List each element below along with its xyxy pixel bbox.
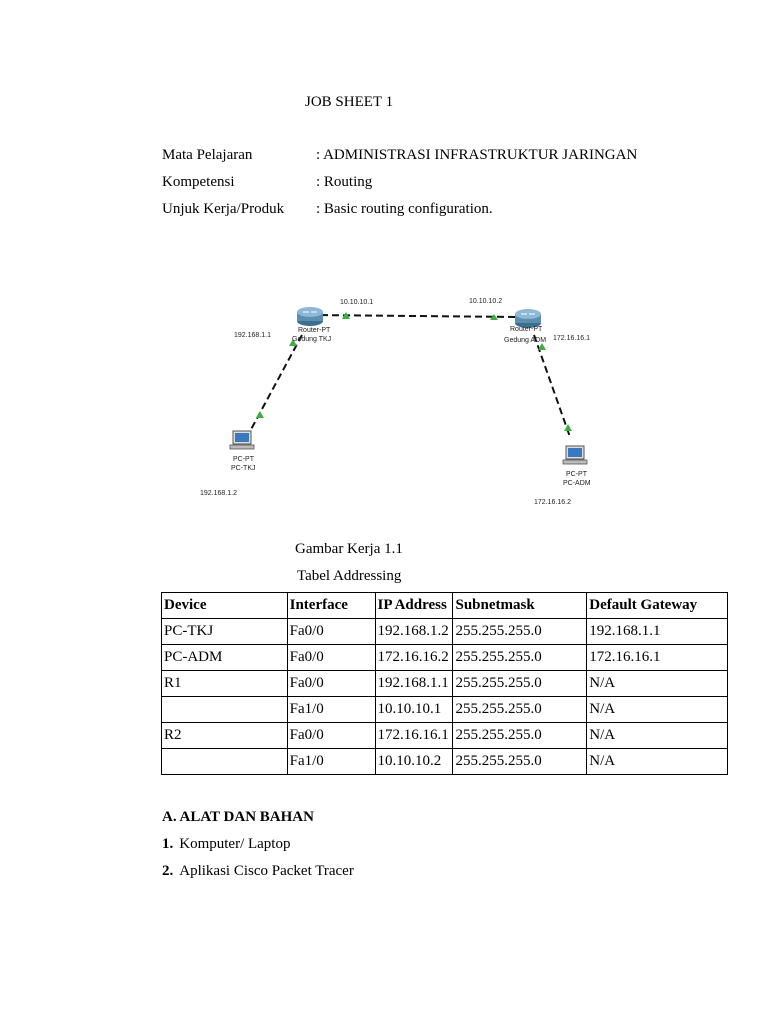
router2-name-label: Gedung ADM — [504, 337, 547, 344]
pc-icon — [563, 446, 587, 464]
page-title: JOB SHEET 1 — [305, 94, 394, 110]
table-cell — [162, 749, 288, 775]
table-cell: 172.16.16.1 — [375, 723, 453, 749]
table-header-row — [162, 593, 728, 619]
table-cell: 255.255.255.0 — [453, 697, 587, 723]
table-cell: 192.168.1.1 — [587, 619, 728, 645]
table-row — [162, 749, 728, 775]
table-cell: R2 — [162, 723, 288, 749]
pc2-name-label: PC-ADM — [563, 480, 591, 487]
pc2-type-label: PC-PT — [566, 471, 587, 478]
table-cell: PC-ADM — [162, 645, 288, 671]
table-cell: 10.10.10.1 — [375, 697, 453, 723]
table-cell: Fa1/0 — [287, 697, 375, 723]
r2-wan-ip-label: 10.10.10.2 — [469, 298, 503, 305]
table-cell — [162, 697, 288, 723]
pc2-ip-label: 172.16.16.2 — [534, 499, 571, 506]
figure-caption: Gambar Kerja 1.1 — [295, 541, 403, 557]
info-value-competence: : Routing — [316, 174, 373, 190]
link-status-icon — [564, 424, 572, 431]
list-item-text: Komputer/ Laptop — [179, 836, 291, 852]
table-cell: 255.255.255.0 — [453, 749, 587, 775]
table-row — [162, 645, 728, 671]
table-header-cell: Interface — [287, 593, 375, 619]
r1-wan-ip-label: 10.10.10.1 — [340, 299, 374, 306]
list-item — [162, 863, 354, 880]
r2-lan-ip-label: 172.16.16.1 — [553, 335, 590, 342]
table-cell: R1 — [162, 671, 288, 697]
pc1-name-label: PC-TKJ — [231, 465, 256, 472]
table-row — [162, 697, 728, 723]
link-r1-r2 — [310, 315, 520, 317]
table-cell: N/A — [587, 723, 728, 749]
table-header-cell: Subnetmask — [453, 593, 587, 619]
table-header-cell: Default Gateway — [587, 593, 728, 619]
router1-type-label: Router-PT — [298, 327, 331, 334]
table-cell: 192.168.1.1 — [375, 671, 453, 697]
router-icon — [297, 307, 323, 326]
pc1-type-label: PC-PT — [233, 456, 254, 463]
table-cell: Fa1/0 — [287, 749, 375, 775]
network-topology-diagram — [190, 285, 620, 515]
info-label-task: Unjuk Kerja/Produk — [162, 201, 285, 217]
table-cell: 255.255.255.0 — [453, 671, 587, 697]
link-r1-pc-tkj — [248, 335, 302, 435]
list-item-number: 1. — [162, 836, 174, 852]
router2-type-label: Router-PT — [510, 326, 543, 333]
table-cell: 255.255.255.0 — [453, 645, 587, 671]
table-header-cell: Device — [162, 593, 288, 619]
link-status-icon — [538, 343, 546, 350]
table-cell: 255.255.255.0 — [453, 723, 587, 749]
info-value-subject: : ADMINISTRASI INFRASTRUKTUR JARINGAN — [316, 147, 638, 163]
table-cell: Fa0/0 — [287, 723, 375, 749]
pc1-ip-label: 192.168.1.2 — [200, 490, 237, 497]
info-label-subject: Mata Pelajaran — [162, 147, 253, 163]
table-cell: N/A — [587, 697, 728, 723]
router1-name-label: Gedung TKJ — [292, 336, 332, 343]
table-cell: Fa0/0 — [287, 645, 375, 671]
table-cell: N/A — [587, 671, 728, 697]
table-cell: Fa0/0 — [287, 671, 375, 697]
link-status-icon — [256, 411, 264, 418]
list-item-text: Aplikasi Cisco Packet Tracer — [179, 863, 354, 879]
info-label-competence: Kompetensi — [162, 174, 235, 190]
table-cell: 192.168.1.2 — [375, 619, 453, 645]
table-caption: Tabel Addressing — [297, 568, 402, 584]
pc-icon — [230, 431, 254, 449]
table-cell: 172.16.16.1 — [587, 645, 728, 671]
info-value-task: : Basic routing configuration. — [316, 201, 493, 217]
addressing-table — [161, 592, 728, 775]
link-r2-pc-adm — [534, 335, 570, 437]
table-cell: Fa0/0 — [287, 619, 375, 645]
table-header-cell: IP Address — [375, 593, 453, 619]
section-a-heading: A. ALAT DAN BAHAN — [162, 809, 314, 825]
table-row — [162, 723, 728, 749]
list-item-number: 2. — [162, 863, 174, 879]
table-cell: 172.16.16.2 — [375, 645, 453, 671]
table-cell: 255.255.255.0 — [453, 619, 587, 645]
list-item — [162, 836, 290, 853]
table-row — [162, 619, 728, 645]
table-cell: PC-TKJ — [162, 619, 288, 645]
table-row — [162, 671, 728, 697]
table-cell: 10.10.10.2 — [375, 749, 453, 775]
r1-lan-ip-label: 192.168.1.1 — [234, 332, 271, 339]
table-cell: N/A — [587, 749, 728, 775]
